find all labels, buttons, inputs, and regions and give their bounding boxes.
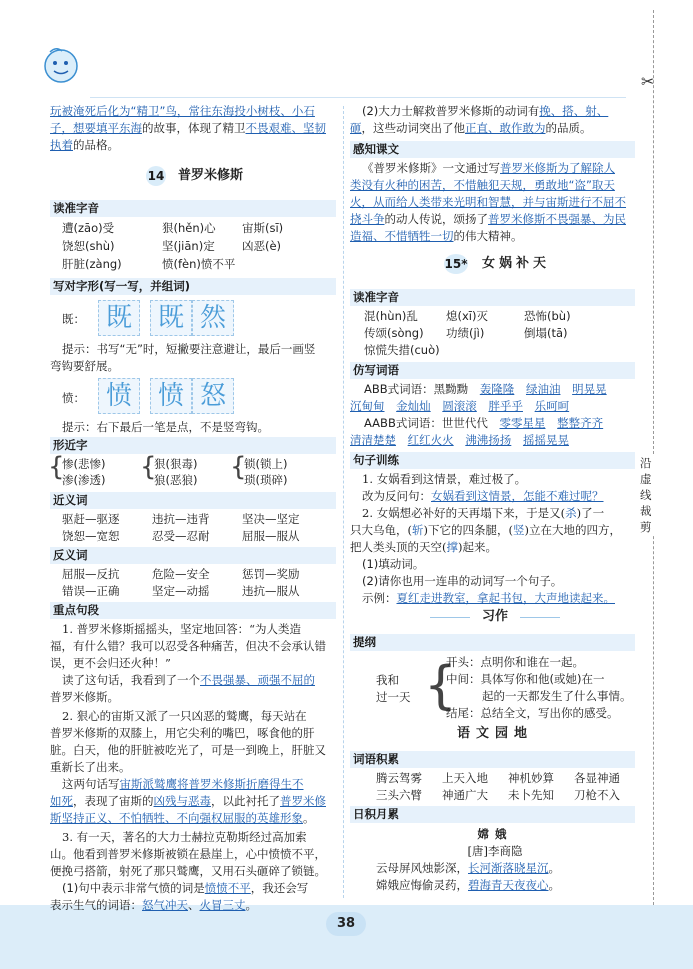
key-sentence-1: 1. 普罗米修斯摇摇头，坚定地回答：“为人类造 — [62, 622, 302, 636]
sentence-2-q2: (2)请你也用一连串的动词写一个句子。 — [362, 574, 563, 588]
lesson-15-title: 女娲补天 — [482, 256, 551, 271]
brace: { — [230, 452, 247, 482]
antonym-title: 反义词 — [50, 547, 336, 564]
synonym-title: 近义词 — [50, 492, 336, 509]
char-box: 怒 — [192, 378, 234, 414]
antonym-pair: 屈服—反抗 — [62, 567, 120, 581]
key-answer-1: 读了这句话，我看到了一个不畏强暴、顽强不屈的 — [62, 673, 315, 687]
word: 刀枪不入 — [574, 788, 620, 802]
q2-line-2: 砸，这些动词突出了他正直、敢作敢为的品质。 — [350, 121, 592, 135]
poem-author: [唐]李商隐 — [467, 844, 523, 858]
key-answer-2: 斯坚持正义、不怕牺牲、不向强权屈服的英雄形象。 — [50, 811, 315, 825]
feel-title: 感知课文 — [350, 141, 635, 158]
intro-line-3: 执着的品格。 — [50, 138, 119, 152]
read-row: 宙斯(sī) — [242, 221, 284, 235]
daily-title: 日积月累 — [350, 806, 635, 823]
feel-line: 《普罗米修斯》一文通过写普罗米修斯为了解除人 — [362, 161, 615, 175]
read-row: 饶恕(shù) — [62, 239, 115, 253]
write-label: 既： — [62, 312, 85, 326]
sentence-2: 只大乌龟，(斩)下它的四条腿，(竖)立在大地的四方， — [350, 523, 621, 537]
brace: { — [424, 656, 458, 716]
key-sentence-1: 误，更不会归还火种！” — [50, 656, 171, 670]
synonym-pair: 饶恕—宽恕 — [62, 529, 120, 543]
write-label: 愤： — [62, 391, 85, 405]
synonym-pair: 驱赶—驱逐 — [62, 512, 120, 526]
read-row: 坚(jiān)定 — [162, 239, 215, 253]
garden-title: 语文园地 — [456, 726, 533, 741]
synonym-pair: 坚决—坚定 — [242, 512, 300, 526]
read-row: 熄(xī)灭 — [446, 309, 488, 323]
read-row: 肝脏(zàng) — [62, 257, 122, 271]
outline-item: 起的一天都发生了什么事情。 — [482, 689, 632, 703]
key-sentences-title: 重点句段 — [50, 602, 336, 619]
outline-item: 中间：具体写你和他(或她)在一 — [446, 672, 605, 686]
cut-line-label: 沿虚线裁剪 — [640, 455, 654, 535]
key-answer-1: 普罗米修斯。 — [50, 690, 119, 704]
lesson-15-number: 15* — [444, 254, 468, 274]
writing-banner: 习作 — [470, 607, 520, 627]
word: 上天入地 — [442, 771, 488, 785]
feel-line: 挠斗争的动人传说，颂扬了普罗米修斯不畏强暴、为民 — [350, 212, 626, 226]
char-box: 既 — [150, 300, 192, 336]
read-row: 狠(hěn)心 — [162, 221, 216, 235]
intro-line-2: 子，想要填平东海的故事，体现了精卫不畏艰难、坚韧 — [50, 121, 326, 135]
sentence-2-example: 示例：夏红走进教室，拿起书包，大声地读起来。 — [362, 591, 615, 605]
similar-word: 狠(狠毒) — [154, 457, 198, 471]
outline-left: 我和 — [376, 673, 399, 687]
char-box: 愤 — [150, 378, 192, 414]
synonym-pair: 屈服—服从 — [242, 529, 300, 543]
feel-line: 火，从而给人类带来光明和智慧，并与宙斯进行不屈不 — [350, 195, 626, 209]
key-question-1: (1)句中表示非常气愤的词是愤愤不平，我还会写 — [62, 881, 309, 895]
key-answer-2: 如死，表现了宙斯的凶残与恶毒，以此衬托了普罗米修 — [50, 794, 326, 808]
read-row: 功绩(jì) — [446, 326, 485, 340]
word: 三头六臂 — [376, 788, 422, 802]
q2-line-1: (2)大力士解救普罗米修斯的动词有挽、搭、射、 — [362, 104, 609, 118]
outline-item: 开头：点明你和谁在一起。 — [446, 655, 584, 669]
read-row: 混(hùn)乱 — [364, 309, 418, 323]
read-row: 愤(fèn)愤不平 — [162, 257, 236, 271]
sentence-2-q1: (1)填动词。 — [362, 557, 425, 571]
sentence-1-answer: 改为反问句：女娲看到这情景，怎能不难过呢？ — [362, 489, 604, 503]
lesson-14-title: 普罗米修斯 — [178, 168, 244, 183]
char-box: 既 — [98, 300, 140, 336]
key-sentence-2: 重新长了出来。 — [50, 760, 131, 774]
similar-word: 惨(悲惨) — [62, 457, 106, 471]
feel-line: 造福、不惜牺牲一切的伟大精神。 — [350, 229, 523, 243]
word: 神机妙算 — [508, 771, 554, 785]
outline-item: 结尾：总结全文，写出你的感受。 — [446, 706, 619, 720]
brace: { — [140, 452, 157, 482]
read-row: 恐怖(bù) — [524, 309, 571, 323]
write-title: 写对字形(写一写，并组词) — [50, 278, 336, 295]
similar-title: 形近字 — [50, 437, 336, 454]
read-row: 倒塌(tā) — [524, 326, 568, 340]
similar-word: 渗(渗透) — [62, 473, 106, 487]
read-row: 凶恶(è) — [242, 239, 282, 253]
mascot-icon — [40, 44, 82, 86]
key-sentence-2: 2. 狠心的宙斯又派了一只凶恶的鹫鹰，每天站在 — [62, 709, 307, 723]
read-row: 惊慌失措(cuò) — [364, 343, 440, 357]
poem-title: 嫦娥 — [477, 827, 513, 841]
antonym-pair: 惩罚—奖励 — [242, 567, 300, 581]
antonym-pair: 错误—正确 — [62, 584, 120, 598]
similar-word: 琐(琐碎) — [244, 473, 288, 487]
abb-line: ABB式词语：黑黝黝 轰隆隆 绿油油 明晃晃 — [364, 382, 607, 396]
lesson-14-number: 14 — [146, 166, 166, 186]
key-sentence-3: 山。他看到普罗米修斯被锁在悬崖上，心中愤愤不平， — [50, 847, 326, 861]
aabb-line: AABB式词语：世世代代 零零星星 整整齐齐 — [364, 416, 604, 430]
column-divider — [343, 106, 344, 898]
write-tip: 提示：右下最后一笔是点，不是竖弯钩。 — [62, 420, 269, 434]
read-title-15: 读准字音 — [350, 289, 635, 306]
sentence-2: 2. 女娲想必补好的天再塌下来，于是又(杀)了一 — [362, 506, 605, 520]
poem-line-2: 嫦娥应悔偷灵药，碧海青天夜夜心。 — [376, 878, 560, 892]
sentence-1: 1. 女娲看到这情景，难过极了。 — [362, 472, 527, 486]
write-tip: 提示：书写“无”时，短撇要注意避让，最后一画竖 — [62, 342, 316, 356]
key-question-1: 表示生气的词语：怒气冲天、火冒三丈。 — [50, 898, 257, 912]
brace: { — [48, 452, 65, 482]
antonym-pair: 危险—安全 — [152, 567, 210, 581]
key-answer-2: 这两句话写宙斯派鹫鹰将普罗米修斯折磨得生不 — [62, 777, 304, 791]
feel-line: 类没有火种的困苦，不惜触犯天规，勇敢地“盗”取天 — [350, 178, 615, 192]
outline-left: 过一天 — [376, 690, 411, 704]
key-sentence-3: 便挽弓搭箭，射死了那只鹫鹰，又用石头砸碎了锁链。 — [50, 864, 326, 878]
synonym-pair: 违抗—违背 — [152, 512, 210, 526]
char-box: 愤 — [98, 378, 140, 414]
antonym-pair: 坚定—动摇 — [152, 584, 210, 598]
char-box: 然 — [192, 300, 234, 336]
synonym-pair: 忍受—忍耐 — [152, 529, 210, 543]
scissors-icon: ✂ — [641, 72, 655, 91]
key-sentence-1: 福，有什么错？我可以忍受各种痛苦，但决不会承认错 — [50, 639, 326, 653]
write-tip: 弯钩要舒展。 — [50, 359, 119, 373]
word: 神通广大 — [442, 788, 488, 802]
key-sentence-2: 普罗米修斯的双膝上，用它尖利的嘴巴，啄食他的肝 — [50, 726, 315, 740]
read-row: 遭(zāo)受 — [62, 221, 115, 235]
similar-word: 锁(锁上) — [244, 457, 288, 471]
antonym-pair: 违抗—服从 — [242, 584, 300, 598]
sentence-2: 把人类头顶的天空(撑)起来。 — [350, 540, 497, 554]
similar-word: 狼(恶狼) — [154, 473, 198, 487]
abb-line: 沉甸甸 金灿灿 圆滚滚 胖乎乎 乐呵呵 — [350, 399, 570, 413]
poem-line-1: 云母屏风烛影深，长河渐落晓星沉。 — [376, 861, 560, 875]
outline-title: 提纲 — [350, 634, 635, 651]
aabb-line: 清清楚楚 红红火火 沸沸扬扬 摇摇晃晃 — [350, 433, 569, 447]
key-sentence-2: 脏。白天，他的肝脏被吃光了，可是一到晚上，肝脏又 — [50, 743, 326, 757]
sentence-title: 句子训练 — [350, 452, 635, 469]
page-number: 38 — [326, 912, 366, 936]
words-title: 词语积累 — [350, 751, 635, 768]
imitate-title: 仿写词语 — [350, 362, 635, 379]
key-sentence-3: 3. 有一天，著名的大力士赫拉克勒斯经过高加索 — [62, 830, 307, 844]
intro-line-1: 玩被淹死后化为“精卫”鸟，常往东海投小树枝、小石 — [50, 104, 315, 118]
read-row: 传颂(sòng) — [364, 326, 424, 340]
word: 未卜先知 — [508, 788, 554, 802]
top-rule — [90, 97, 626, 98]
read-title-14: 读准字音 — [50, 200, 336, 217]
word: 腾云驾雾 — [376, 771, 422, 785]
word: 各显神通 — [574, 771, 620, 785]
